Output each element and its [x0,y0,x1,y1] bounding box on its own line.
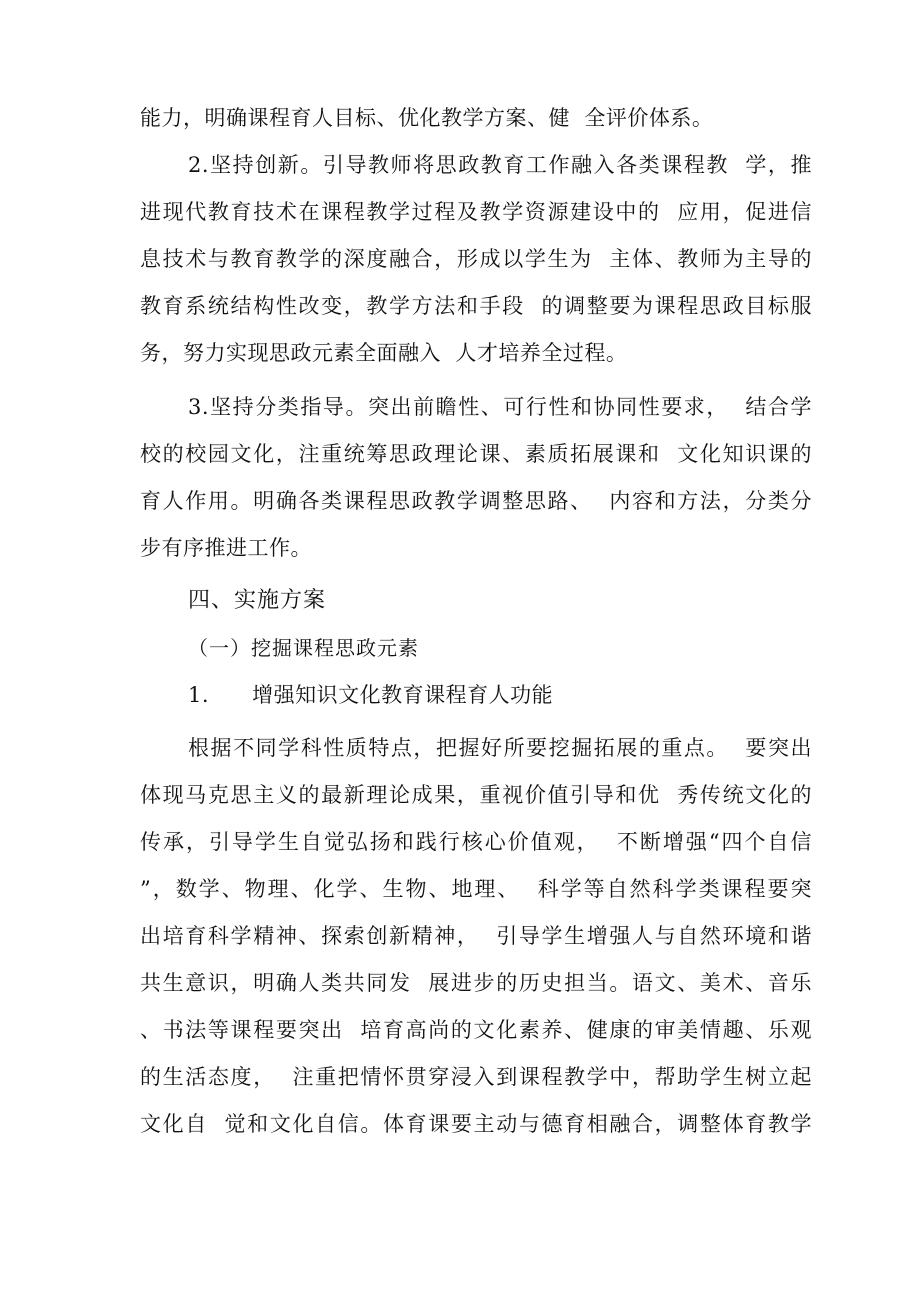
section-heading: 四、实施方案 [188,588,327,613]
paragraph-line: 根据不同学科性质特点，把握好所要挖掘拓展的重点。 要突出 [188,736,812,760]
paragraph-line: 出培育科学精神、探索创新精神， 引导学生增强人与自然环境和谐 [140,924,812,948]
paragraph-line: ”，数学、物理、化学、生物、地理、 科学等自然科学类课程要突 [140,877,812,901]
paragraph-line: 、书法等课程要突出 培育高尚的文化素养、健康的审美情趣、乐观 [140,1018,812,1042]
paragraph-line: 校的校园文化，注重统筹思政理论课、素质拓展课和 文化知识课的 [140,442,812,466]
subsection-heading: （一）挖掘课程思政元素 [188,636,419,660]
paragraph-line: 共生意识，明确人类共同发 展进步的历史担当。语文、美术、音乐 [140,971,812,995]
numbered-item-heading: 1. 增强知识文化教育课程育人功能 [188,683,554,707]
paragraph-line: 2.坚持创新。引导教师将思政教育工作融入各类课程教 学，推 [188,153,812,177]
paragraph-line: 步有序推进工作。 [140,536,312,560]
paragraph-line: 的生活态度， 注重把情怀贯穿浸入到课程教学中，帮助学生树立起 [140,1065,812,1089]
paragraph-line: 能力，明确课程育人目标、优化教学方案、健 全评价体系。 [140,106,714,130]
paragraph-line: 育人作用。明确各类课程思政教学调整思路、 内容和方法，分类分 [140,489,812,513]
paragraph-line: 教育系统结构性改变，教学方法和手段 的调整要为课程思政目标服 [140,294,812,318]
paragraph-line: 文化自 觉和文化自信。体育课要主动与德育相融合，调整体育教学 [140,1112,812,1136]
paragraph-line: 传承，引导学生自觉弘扬和践行核心价值观， 不断增强“四个自信 [140,830,812,854]
paragraph-line: 3.坚持分类指导。突出前瞻性、可行性和协同性要求， 结合学 [188,395,812,419]
paragraph-line: 进现代教育技术在课程教学过程及教学资源建设中的 应用，促进信 [140,200,812,224]
paragraph-line: 务，努力实现思政元素全面融入 人才培养全过程。 [140,341,628,365]
paragraph-line: 息技术与教育教学的深度融合，形成以学生为 主体、教师为主导的 [140,247,812,271]
paragraph-line: 体现马克思主义的最新理论成果，重视价值引导和优 秀传统文化的 [140,783,812,807]
